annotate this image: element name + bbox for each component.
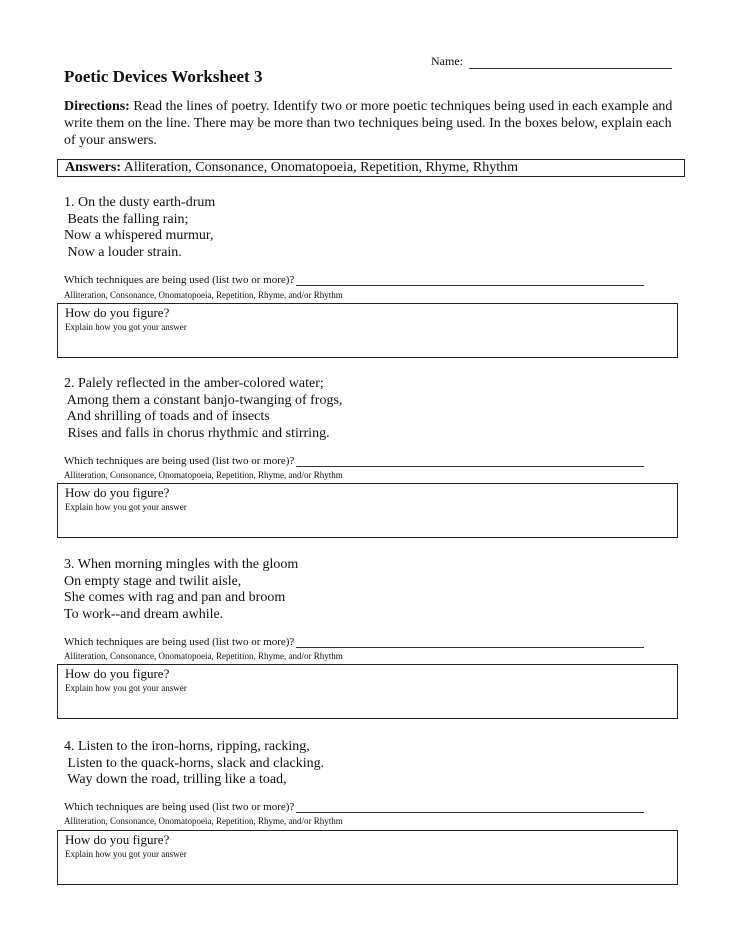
technique-question-2 (64, 455, 644, 467)
explanation-heading: How do you figure? (65, 305, 170, 320)
technique-options-4: Alliteration, Consonance, Onomatopoeia, Repetition, Rhyme, and/or Rhythm (64, 816, 343, 826)
poem-line: Rises and falls in chorus rhythmic and stirring. (64, 425, 330, 441)
poem-line: Among them a constant banjo-twanging of frogs, (64, 392, 343, 408)
directions-label: Directions: (64, 99, 130, 114)
directions-text (64, 98, 674, 149)
explanation-box-4[interactable] (57, 830, 678, 885)
technique-question-4 (64, 801, 644, 813)
explanation-subheading: Explain how you got your answer (65, 683, 187, 693)
name-input-line[interactable] (469, 55, 672, 69)
explanation-box-2[interactable] (57, 483, 678, 538)
technique-question-3 (64, 636, 644, 648)
technique-question-text: Which techniques are being used (list two or more)? (64, 455, 295, 467)
poem-line: 3. When morning mingles with the gloom (64, 557, 299, 572)
explanation-subheading: Explain how you got your answer (65, 322, 187, 332)
technique-question-1 (64, 274, 644, 286)
poem-3 (64, 557, 298, 623)
explanation-subheading: Explain how you got your answer (65, 502, 187, 512)
technique-question-text: Which techniques are being used (list two or more)? (64, 801, 295, 813)
technique-answer-line-1[interactable] (296, 274, 644, 286)
poem-line: Now a whispered murmur, (64, 228, 214, 243)
technique-question-text: Which techniques are being used (list two or more)? (64, 274, 295, 286)
explanation-heading: How do you figure? (65, 485, 170, 500)
technique-answer-line-4[interactable] (296, 801, 644, 813)
technique-options-3: Alliteration, Consonance, Onomatopoeia, Repetition, Rhyme, and/or Rhythm (64, 651, 343, 661)
explanation-box-1[interactable] (57, 303, 678, 358)
poem-line: Beats the falling rain; (64, 211, 189, 227)
technique-options-2: Alliteration, Consonance, Onomatopoeia, Repetition, Rhyme, and/or Rhythm (64, 470, 343, 480)
directions-body: Read the lines of poetry. Identify two or more poetic techniques being used in each example and write them on the line. There may be more than two techniques being used. In the boxes below, explain each of your answers. (64, 99, 673, 148)
name-field-row (431, 54, 672, 69)
poem-line: Way down the road, trilling like a toad, (64, 772, 287, 787)
poem-line: And shrilling of toads and of insects (64, 409, 270, 424)
answers-box (57, 159, 685, 177)
poem-2 (64, 376, 342, 442)
page-title: Poetic Devices Worksheet 3 (64, 67, 263, 86)
explanation-subheading: Explain how you got your answer (65, 849, 187, 859)
poem-line: She comes with rag and pan and broom (64, 590, 286, 605)
answers-list: Alliteration, Consonance, Onomatopoeia, Repetition, Rhyme, Rhythm (121, 160, 518, 175)
poem-line: To work--and dream awhile. (64, 606, 224, 622)
poem-line: On empty stage and twilit aisle, (64, 573, 242, 589)
name-label: Name: (431, 54, 463, 68)
technique-options-1: Alliteration, Consonance, Onomatopoeia, Repetition, Rhyme, and/or Rhythm (64, 290, 343, 300)
explanation-heading: How do you figure? (65, 666, 170, 681)
poem-line: 2. Palely reflected in the amber-colored water; (64, 376, 324, 391)
poem-line: 1. On the dusty earth-drum (64, 195, 216, 210)
technique-answer-line-2[interactable] (296, 455, 644, 467)
poem-4 (64, 739, 324, 789)
explanation-heading: How do you figure? (65, 832, 170, 847)
poem-1 (64, 195, 215, 261)
technique-answer-line-3[interactable] (296, 636, 644, 648)
poem-line: Listen to the quack-horns, slack and clacking. (64, 755, 325, 771)
poem-line: Now a louder strain. (64, 244, 182, 260)
technique-question-text: Which techniques are being used (list two or more)? (64, 636, 295, 648)
poem-line: 4. Listen to the iron-horns, ripping, racking, (64, 739, 310, 754)
explanation-box-3[interactable] (57, 664, 678, 719)
answers-label: Answers: (65, 160, 121, 175)
